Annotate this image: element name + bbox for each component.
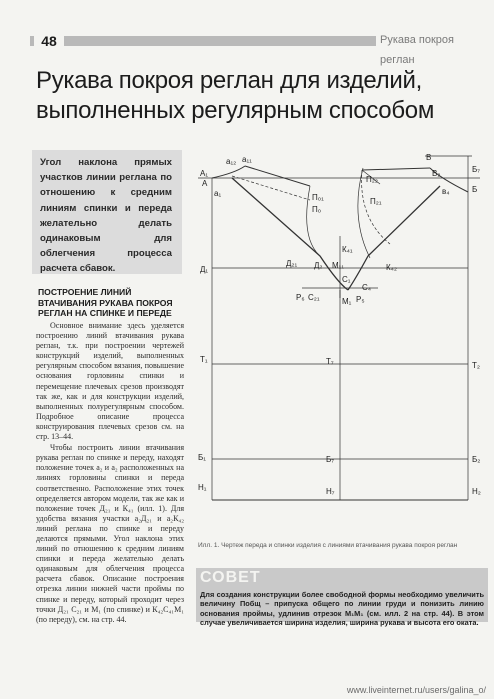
label-T2: Т₂ — [472, 361, 480, 370]
back-shoulder — [245, 166, 310, 186]
title-line-2: выполненных регулярным способом — [36, 97, 435, 124]
label-T7: Т₇ — [326, 357, 334, 366]
label-B1: Б₁ — [198, 453, 206, 462]
label-P0: П₀ — [312, 205, 322, 214]
running-title: Рукава покроя реглан — [376, 30, 494, 70]
label-P21: П₂₁ — [370, 197, 382, 206]
label-D1: Д₁ — [200, 265, 209, 274]
label-a1: a₁ — [214, 189, 222, 198]
advice-text: Для создания конструкции более свободной формы необходимо увеличить величину Побщ – припуска общего по линии груди и понизить линию основания проймы, удлинив отрезок М₁М₁ (см. илл. 2 на стр. 44). В этом случае увеличивается ширина изделия, ширина рукава и высота его оката. — [200, 590, 484, 628]
label-B7: Б₇ — [472, 165, 480, 174]
label-D21: Д₂₁ — [286, 259, 298, 268]
raglan-back-line — [232, 178, 348, 290]
label-D2: Д₂ — [314, 261, 323, 270]
label-P22: П₂₂ — [366, 175, 378, 184]
raglan-front-line — [348, 186, 440, 290]
label-T1: Т₁ — [200, 355, 208, 364]
label-B4: в₄ — [442, 187, 450, 196]
label-H2: Н₂ — [472, 487, 481, 496]
label-P01: П₀₁ — [312, 193, 324, 202]
title-line-1: Рукава покроя реглан для изделий, — [36, 67, 422, 94]
figure-caption: Илл. 1. Чертеж переда и спинки изделия с линиями втачивания рукава покроя реглан — [198, 542, 458, 549]
pattern-diagram — [190, 148, 490, 538]
label-A: A — [202, 179, 208, 188]
label-M11: М₁₁ — [332, 261, 345, 270]
label-B2-bottom: Б₂ — [472, 455, 481, 464]
label-P6: Р₆ — [296, 293, 305, 302]
label-a11: a₁₁ — [242, 155, 252, 164]
label-B: Б — [472, 185, 478, 194]
label-M1: М₁ — [342, 297, 352, 306]
lead-text: Угол наклона прямых участков линии реглана по отношению к средним линиям спинки и переда желательно делать одинаковым для облегчения процесса расчета сбавок. — [40, 157, 172, 275]
label-K42: К₄₂ — [386, 263, 398, 272]
label-C1: С₁ — [342, 275, 351, 284]
advice-title: СОВЕТ — [200, 569, 261, 586]
label-C4: С₄ — [362, 283, 372, 292]
label-B2: В₂ — [432, 169, 441, 178]
paragraph-2: Чтобы построить линии втачивания рукава реглан по спинке и переду, находят положение точек a₂ и a₂ расположенных на линиях горловины спинки и переда соответственно. Расположение этих точек определяется автором модели, так же как и положение точек Д₂₁ и К₄₁ (илл. 1). Для удобства вязания участки a₂Д₂₁ и a₂К₄₂ линий реглана по спинке и переду делаются прямыми. Угол наклона этих линий по отношению к средним линиям спинки и переда желательно делать одинаковым для облегчения процесса расчета сбавок. Описание построения отрезка линии нижней части проймы по спинке и переду, который проходит через точки Д₂₁ С₂₁ и М₁ (по спинке) и К₄₂С₄₁М₁ (по переду), см. на стр. 44. — [36, 443, 184, 624]
label-a12: a₁₂ — [226, 157, 237, 166]
back-neckline — [212, 166, 245, 178]
page-number: 48 — [34, 29, 64, 53]
label-H1: Н₁ — [198, 483, 207, 492]
label-B: В — [426, 153, 432, 162]
label-K41: К₄₁ — [342, 245, 353, 254]
label-C21: С₂₁ — [308, 293, 320, 302]
section-subheading: ПОСТРОЕНИЕ ЛИНИЙ ВТАЧИВАНИЯ РУКАВА ПОКРОЯ РЕГЛАН НА СПИНКЕ И ПЕРЕДЕ — [38, 287, 173, 318]
label-A1: A₁ — [200, 169, 209, 178]
paragraph-1: Основное внимание здесь уделяется построению линий втачивания рукава реглан, т.к. при построении чертежей конструкций изделий, выполненных регулярным способом вязания, повышение основания горловины спинки и перемещение плечевых срезов производят так же, как и для конструкции изделий, выполненных полурегулярным способом. Подробное описание процесса конструирования плечевых срезов см. на стр. 13–44. — [36, 321, 184, 442]
front-shoulder — [362, 168, 430, 170]
body-text — [36, 321, 184, 625]
label-B7-bottom: Б₇ — [326, 455, 334, 464]
footer-url: www.liveinternet.ru/users/galina_o/ — [346, 685, 486, 695]
label-H7: Н₇ — [326, 487, 335, 496]
article-title — [36, 66, 456, 126]
label-P5: Р₅ — [356, 295, 365, 304]
